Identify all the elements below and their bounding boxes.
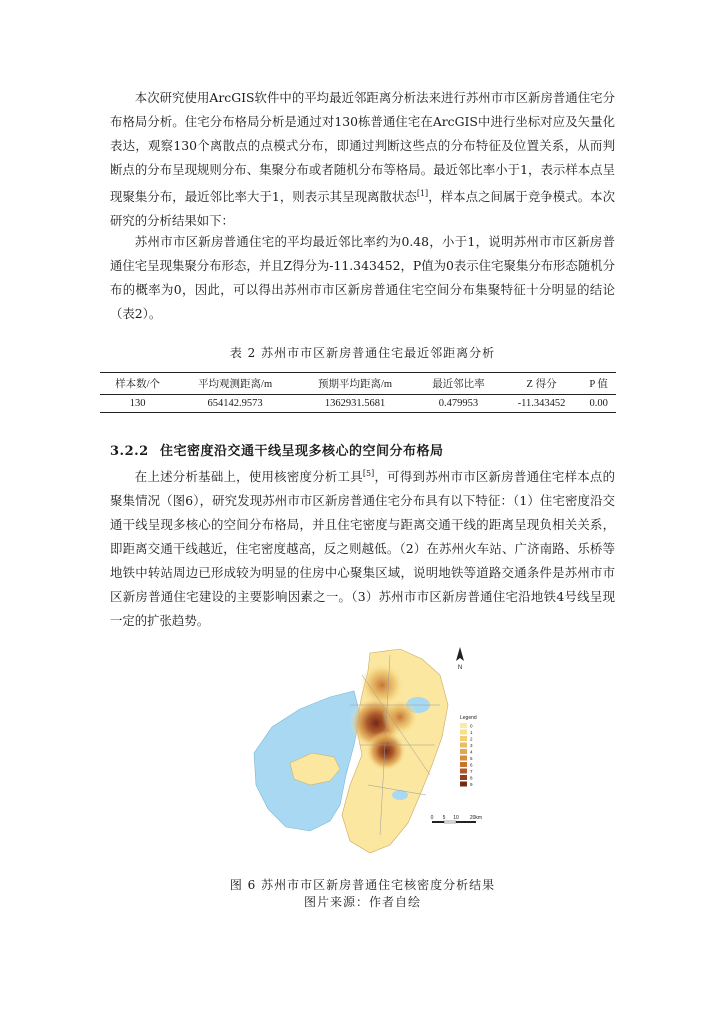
table-row [100, 395, 616, 413]
map-figure [250, 645, 495, 870]
paragraph-method [110, 86, 615, 233]
header-nn-ratio: 最近邻比率 [415, 373, 502, 395]
paragraph-method-text: 本次研究使用ArcGIS软件中的平均最近邻距离分析法来进行苏州市市区新房普通住宅分布格局分析。住宅分布格局分析是通过对130栋普通住宅在ArcGIS中进行坐标对应及矢量化表达，观察130个离散点的点模式分布，即通过判断这些点的分布特征及位置关系，从而判断点的分布呈现规则分布、集聚分布或者随机分布等格局。最近邻比率小于1，表示样本点呈现聚集分布，最近邻比率大于1，则表示其呈现离散状态 [110, 90, 615, 205]
section-heading [110, 440, 615, 459]
scale-label-5: 5 [442, 815, 446, 821]
paragraph-kernel-density [110, 462, 615, 633]
legend-title: Legend [460, 715, 477, 721]
legend-swatch-2 [460, 736, 467, 741]
legend-swatch-0 [460, 723, 467, 728]
legend-swatch-3 [460, 743, 467, 748]
north-label: N [457, 665, 463, 671]
legend-swatch-8 [460, 775, 467, 780]
citation-5[interactable]: [5] [362, 469, 375, 478]
legend-label-3: 3 [470, 743, 473, 748]
cell-observed-distance: 654142.9573 [175, 395, 295, 413]
paragraph-kernel-density-a: 在上述分析基础上，使用核密度分析工具 [134, 469, 363, 485]
cell-p-value: 0.00 [581, 395, 616, 413]
scale-label-20km: 20km [469, 815, 483, 821]
legend-label-2: 2 [470, 736, 473, 742]
scale-bar [431, 815, 483, 823]
north-arrow-icon [456, 647, 464, 671]
figure-caption: 图 6 苏州市市区新房普通住宅核密度分析结果 [229, 878, 496, 892]
citation-1[interactable]: [1] [416, 189, 429, 198]
section-title: 住宅密度沿交通干线呈现多核心的空间分布格局 [160, 444, 444, 459]
header-expected-distance: 预期平均距离/m [295, 373, 415, 395]
nearest-neighbor-table [100, 372, 616, 413]
paragraph-result: 苏州市市区新房普通住宅的平均最近邻比率约为0.48，小于1，说明苏州市市区新房普通住宅呈现集聚分布形态，并且Z得分为-11.343452，P值为0表示住宅聚集分布形态随机分布的概率为0，因此，可以得出苏州市市区新房普通住宅空间分布集聚特征十分明显的结论（表2）。 [110, 234, 615, 321]
table-header-row [100, 373, 616, 395]
legend-label-7: 7 [470, 769, 473, 774]
table-title: 表 2 苏州市市区新房普通住宅最近邻距离分析 [229, 346, 496, 360]
legend-swatch-5 [460, 756, 467, 761]
legend-label-9: 9 [470, 782, 473, 787]
legend-label-8: 8 [470, 775, 473, 781]
scale-label-0: 0 [430, 815, 434, 821]
kernel-density-map [250, 645, 495, 870]
legend-label-5: 5 [470, 756, 473, 761]
header-p-value: P 值 [581, 373, 616, 395]
legend-swatch-6 [460, 762, 467, 767]
paragraph-kernel-density-b: ，可得到苏州市市区新房普通住宅样本点的聚集情况（图6），研究发现苏州市市区新房普通住宅分布具有以下特征：（1）住宅密度沿交通干线呈现多核心的空间分布格局，并且住宅密度与距离交通干线的距离呈现负相关关系，即距离交通干线越近，住宅密度越高，反之则越低。（2）在苏州火车站、广济南路、乐桥等地铁中转站周边已形成较为明显的住房中心聚集区域，说明地铁等道路交通条件是苏州市市区新房普通住宅建设的主要影响因素之一。（3）苏州市市区新房普通住宅沿地铁4号线呈现一定的扩张趋势。 [110, 469, 615, 629]
section-number: 3.2.2 [110, 444, 149, 459]
scale-label-10: 10 [453, 815, 459, 821]
legend-label-0: 0 [470, 723, 473, 729]
cell-expected-distance: 1362931.5681 [295, 395, 415, 413]
legend-label-1: 1 [470, 730, 473, 735]
header-sample-count: 样本数/个 [100, 373, 175, 395]
legend-swatch-9 [460, 782, 467, 787]
cell-nn-ratio: 0.479953 [415, 395, 502, 413]
density-hotspot-south [366, 731, 406, 771]
cell-z-score: -11.343452 [502, 395, 581, 413]
header-z-score: Z 得分 [502, 373, 581, 395]
legend-label-6: 6 [470, 762, 473, 768]
map-legend [460, 715, 477, 787]
legend-swatch-1 [460, 730, 467, 735]
header-observed-distance: 平均观测距离/m [175, 373, 295, 395]
legend-swatch-7 [460, 769, 467, 774]
legend-swatch-4 [460, 749, 467, 754]
cell-sample-count: 130 [100, 395, 175, 413]
figure-source: 图片来源：作者自绘 [303, 895, 421, 909]
paragraph-method-tail: ，样本点之间属于竞争模式。本次研究的分析结果如下： [110, 189, 615, 229]
legend-label-4: 4 [470, 749, 473, 755]
